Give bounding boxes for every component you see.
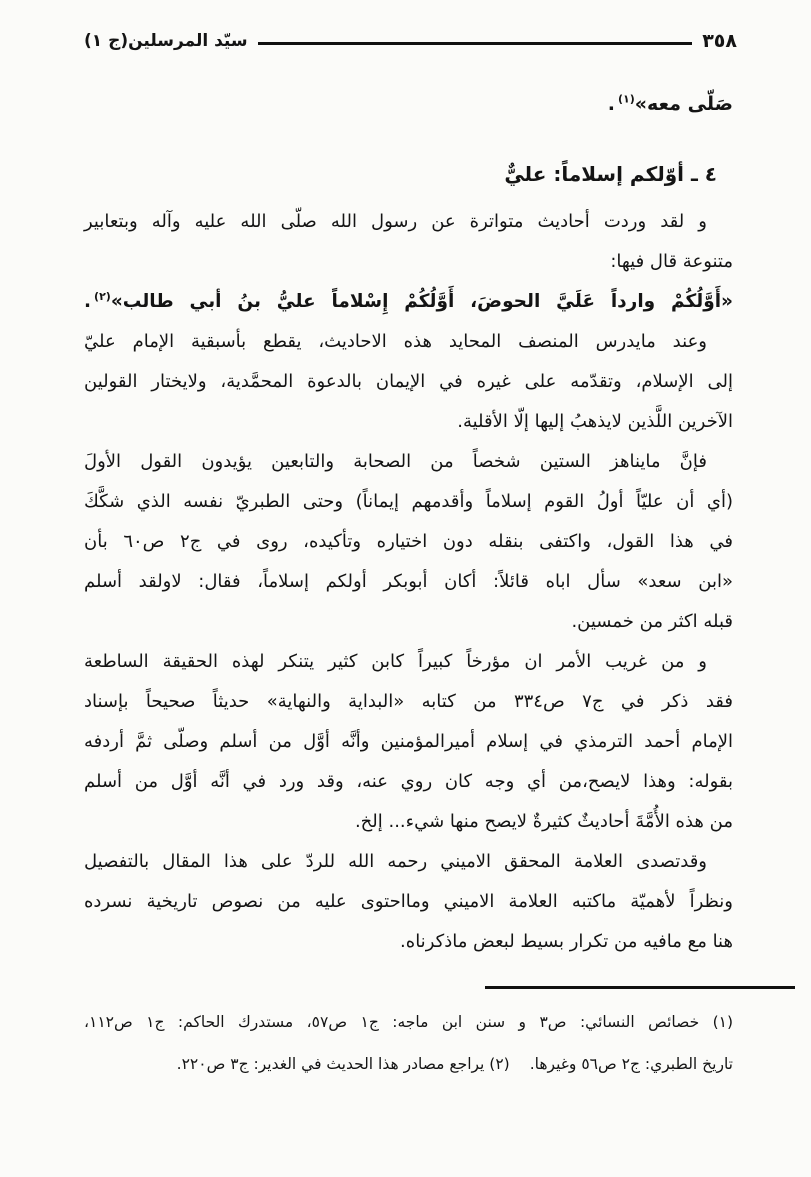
body-line: الإمام أحمد الترمذي في إسلام أميرالمؤمنين وأنَّه أوَّل من أسلم وصلّى ثمَّ أردفه (84, 731, 733, 752)
page-number: ٣٥٨ (702, 30, 737, 52)
opening-quote-text: صَلّى معه» (634, 93, 733, 115)
footnote-line-1: (١) خصائص النسائي: ص٣ و سنن ابن ماجه: ج١ ص٥٧، مستدرك الحاكم: ج١ ص١١٢، (84, 1012, 734, 1031)
body-line: فإنَّ مايناهز الستين شخصاً من الصحابة والتابعين يؤيدون القول الأولَ (84, 451, 707, 472)
body-line: هنا مع مافيه من تكرار بسيط لبعض ماذكرناه. (400, 931, 733, 952)
body-line: فقد ذكر في ج٧ ص٣٣٤ من كتابه «البداية والنهاية» حديثاً صحيحاً بإسناد (84, 691, 733, 712)
footnote-1-continuation: تاريخ الطبري: ج٢ ص٥٦ وغيرها. (529, 1054, 733, 1073)
footnote-area (0, 986, 811, 1085)
footnote-2-text: (٢) يراجع مصادر هذا الحديث في الغدير: ج٣ ص٢٢٠. (176, 1054, 510, 1073)
body-line: و لقد وردت أحاديث متواترة عن رسول الله صلّى الله عليه وآله وبتعابير (84, 211, 707, 232)
paragraph-4 (84, 642, 733, 842)
body-line: و من غريب الأمر ان مؤرخاً كبيراً كابن كثير يتنكر لهذه الحقيقة الساطعة (84, 651, 707, 672)
paragraph-2 (84, 322, 733, 442)
footnote-ref-1: (١) (617, 92, 635, 106)
body-line: وعند مايدرس المنصف المحايد هذه الاحاديث، يقطع بأسبقية الإمام عليّ (84, 331, 707, 352)
opening-line-period: . (607, 93, 615, 115)
body-line: (أي أن عليّاً أولُ القوم إسلاماً وأقدمهم إيماناً) وحتى الطبريّ نفسه الذي شكَّكَ (84, 491, 733, 512)
body-line: إلى الإسلام، وتقدّمه على غيره في الإيمان بالدعوة المحمَّدية، ولايختار القولين (84, 371, 733, 392)
page-header (84, 30, 737, 52)
body-line: من هذه الأُمَّةَ أحاديثٌ كثيرةٌ لايصح منها شيء... إلخ. (354, 811, 733, 832)
body-line: «ابن سعد» سأل اباه قائلاً: أكان أبوبكر أولكم إسلاماً، فقال: لاولقد أسلم (84, 571, 733, 592)
quote-line-period: . (84, 291, 92, 312)
hadith-quote-line (84, 282, 733, 322)
footnotes (84, 1001, 733, 1085)
footnote-line-2 (84, 1043, 733, 1085)
body-line: ونظراً لأهميّة ماكتبه العلامة الاميني ومااحتوى عليه من نصوص تاريخية نسرده (84, 891, 733, 912)
footnote-separator (485, 986, 795, 989)
opening-quote-end-line (84, 84, 733, 124)
header-rule (258, 42, 693, 45)
body-line: في هذا القول، واكتفى بنقله دون اختياره وتأكيده، روى في ج٢ ص٦٠ بأن (84, 531, 734, 552)
paragraphs (84, 202, 733, 962)
body-line: متنوعة قال فيها: (610, 251, 733, 272)
hadith-quote-text: «أَوَّلُكُمْ وارداً عَلَيَّ الحوضَ، أَوَّلُكُمْ إِسْلاماً عليُّ بنُ أبي طالب» (110, 291, 733, 312)
body-line: وقدتصدى العلامة المحقق الاميني رحمه الله للردّ على هذا المقال بالتفصيل (84, 851, 707, 872)
paragraph-5 (84, 842, 733, 962)
footnote-ref-2: (٢) (94, 289, 111, 303)
page-body (84, 84, 733, 962)
book-page (0, 30, 811, 1177)
body-line: الآخرين اللَّذين لايذهبُ إليها إلّا الأقلية. (457, 411, 733, 432)
body-line: قبله اكثر من خمسين. (571, 611, 733, 632)
book-title: سيّد المرسلين(ج ١) (84, 31, 248, 51)
section-heading: ٤ ـ أوّلكم إسلاماً: عليٌّ (504, 162, 717, 186)
paragraph-1 (84, 202, 733, 282)
body-line: بقوله: وهذا لايصح،من أي وجه كان روي عنه، وقد ورد في أنَّه أوَّل من أسلم (84, 771, 733, 792)
paragraph-3 (84, 442, 733, 642)
